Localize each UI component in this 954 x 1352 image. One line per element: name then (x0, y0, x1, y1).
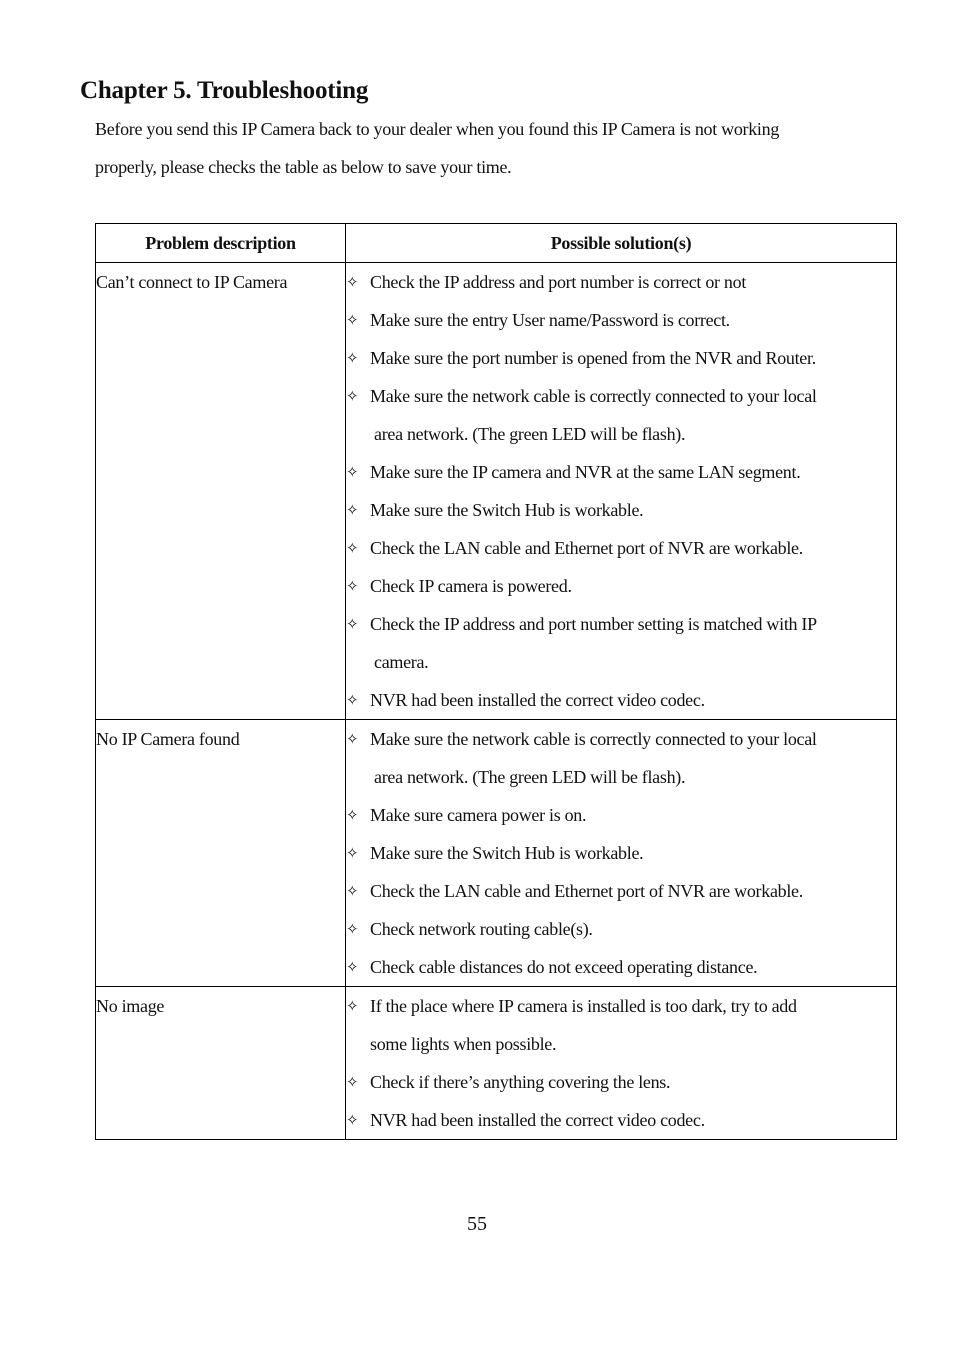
solution-text: NVR had been installed the correct video codec. (370, 1110, 705, 1130)
solution-text: Make sure the port number is opened from the NVR and Router. (370, 348, 816, 368)
solution-text: Check cable distances do not exceed operating distance. (370, 957, 758, 977)
intro-paragraph (95, 110, 915, 186)
solution-item (346, 1101, 896, 1139)
solution-item (346, 834, 896, 872)
table-row (96, 987, 897, 1140)
solution-item (346, 339, 896, 377)
table-row (96, 720, 897, 987)
problem-cell: Can’t connect to IP Camera (96, 263, 346, 720)
solution-item (346, 1063, 896, 1101)
bullet-diamond-icon: ✧ (346, 1111, 359, 1129)
bullet-diamond-icon: ✧ (346, 387, 359, 405)
solution-item (346, 872, 896, 910)
solution-item (346, 529, 896, 567)
bullet-diamond-icon: ✧ (346, 806, 359, 824)
solution-text: Check the LAN cable and Ethernet port of NVR are workable. (370, 538, 803, 558)
header-possible-solutions: Possible solution(s) (346, 224, 897, 263)
bullet-diamond-icon: ✧ (346, 501, 359, 519)
solution-text: Make sure the network cable is correctly connected to your local (370, 386, 817, 406)
bullet-diamond-icon: ✧ (346, 349, 359, 367)
problem-cell: No image (96, 987, 346, 1140)
solution-item (346, 491, 896, 529)
solution-item (346, 567, 896, 605)
solution-text: Make sure the IP camera and NVR at the same LAN segment. (370, 462, 801, 482)
problem-cell: No IP Camera found (96, 720, 346, 987)
page-number: 55 (467, 1213, 487, 1235)
bullet-diamond-icon: ✧ (346, 273, 359, 291)
solution-text: Make sure the Switch Hub is workable. (370, 843, 644, 863)
bullet-diamond-icon: ✧ (346, 1073, 359, 1091)
solutions-cell (346, 263, 897, 720)
solutions-cell (346, 720, 897, 987)
solution-text: Check IP camera is powered. (370, 576, 572, 596)
solution-text-continued: area network. (The green LED will be flash). (374, 767, 686, 787)
solution-text: Check if there’s anything covering the lens. (370, 1072, 671, 1092)
solution-item (346, 987, 896, 1063)
solution-text-continued: some lights when possible. (370, 1034, 557, 1054)
solution-text: Check the LAN cable and Ethernet port of NVR are workable. (370, 881, 803, 901)
solution-text: Make sure the Switch Hub is workable. (370, 500, 644, 520)
troubleshooting-table (95, 223, 897, 1140)
solution-text: Check the IP address and port number is correct or not (370, 272, 747, 292)
bullet-diamond-icon: ✧ (346, 577, 359, 595)
solution-item (346, 681, 896, 719)
solutions-cell (346, 987, 897, 1140)
solution-item (346, 605, 896, 681)
solution-text-continued: area network. (The green LED will be flash). (374, 424, 686, 444)
solution-item (346, 377, 896, 453)
intro-line-1: Before you send this IP Camera back to your dealer when you found this IP Camera is not working (95, 119, 780, 139)
bullet-diamond-icon: ✧ (346, 997, 359, 1015)
header-problem-description: Problem description (96, 224, 346, 263)
solution-item (346, 910, 896, 948)
bullet-diamond-icon: ✧ (346, 920, 359, 938)
bullet-diamond-icon: ✧ (346, 691, 359, 709)
bullet-diamond-icon: ✧ (346, 615, 359, 633)
bullet-diamond-icon: ✧ (346, 311, 359, 329)
intro-line-2: properly, please checks the table as below to save your time. (95, 157, 512, 177)
solution-item (346, 796, 896, 834)
bullet-diamond-icon: ✧ (346, 882, 359, 900)
bullet-diamond-icon: ✧ (346, 463, 359, 481)
solution-item (346, 948, 896, 986)
solution-text: Check the IP address and port number setting is matched with IP (370, 614, 817, 634)
solution-text: Make sure camera power is on. (370, 805, 587, 825)
chapter-title: Chapter 5. Troubleshooting (80, 77, 369, 104)
table-header-row (96, 224, 897, 263)
solution-item (346, 263, 896, 301)
solution-text: Make sure the network cable is correctly connected to your local (370, 729, 817, 749)
bullet-diamond-icon: ✧ (346, 539, 359, 557)
solution-text: Make sure the entry User name/Password is correct. (370, 310, 730, 330)
bullet-diamond-icon: ✧ (346, 844, 359, 862)
solution-item (346, 453, 896, 491)
bullet-diamond-icon: ✧ (346, 958, 359, 976)
solution-item (346, 720, 896, 796)
solution-text-continued: camera. (374, 652, 429, 672)
solution-text: If the place where IP camera is installed is too dark, try to add (370, 996, 797, 1016)
solution-item (346, 301, 896, 339)
solution-text: Check network routing cable(s). (370, 919, 593, 939)
bullet-diamond-icon: ✧ (346, 730, 359, 748)
table-row (96, 263, 897, 720)
solution-text: NVR had been installed the correct video codec. (370, 690, 705, 710)
